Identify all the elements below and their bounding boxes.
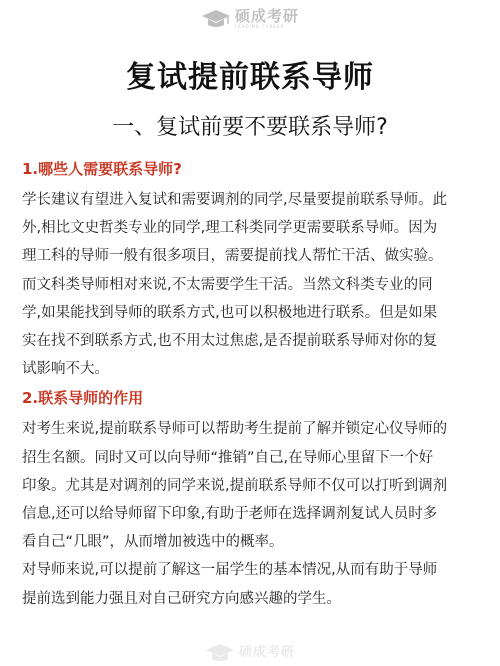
text-line: 外,相比文史哲类专业的同学,理工科类同学更需要联系导师。因为 [22, 220, 438, 237]
section-title: 一、复试前要不要联系导师? [112, 115, 388, 140]
graduation-cap-icon [201, 8, 231, 30]
paragraph-who-needs [22, 186, 480, 383]
text-line: 印象。尤其是对调剂的同学来说,提前联系导师不仅可以打听到调剂 [22, 477, 448, 494]
text-line: 学长建议有望进入复试和需要调剂的同学,尽量要提前联系导师。此 [22, 192, 448, 208]
paragraph-purpose [22, 415, 480, 612]
text-line: 理工科的导师一般有很多项目，需要提前找人帮忙干活、做实验。 [22, 248, 443, 265]
header-logo [0, 8, 500, 30]
page-title: 复试提前联系导师 [126, 60, 374, 95]
graduation-cap-icon [205, 642, 235, 664]
article-body [22, 158, 480, 613]
text-line: 提前选到能力强且对自己研究方向感兴趣的学生。 [22, 590, 341, 607]
footer-watermark [0, 642, 500, 664]
text-line: 学,如果能找到导师的联系方式,也可以积极地进行联系。但是如果 [22, 304, 438, 321]
text-line: 对导师来说,可以提前了解这一届学生的基本情况,从而有助于导师 [22, 562, 438, 579]
text-line: 实在找不到联系方式,也不用太过焦虑,是否提前联系导师对你的复 [22, 333, 438, 350]
text-line: 试影响不大。 [22, 361, 109, 378]
text-line: 看自己“几眼”，从而增加被选中的概率。 [22, 534, 284, 551]
text-line: 对考生来说,提前联系导师可以帮助考生提前了解并锁定心仪导师的 [22, 421, 448, 438]
logo-text: 硕成考研 [234, 7, 299, 25]
footer-logo-text: 硕成考研 [238, 645, 295, 660]
subheading-purpose: 2.联系导师的作用 [22, 389, 144, 408]
logo-subtext: LEADING CAREER [234, 24, 285, 29]
text-line: 而文科类导师相对来说,不太需要学生干活。当然文科类专业的同 [22, 276, 433, 293]
text-line: 招生名额。同时又可以向导师“推销”自己,在导师心里留下一个好 [22, 449, 434, 466]
subheading-who-needs: 1.哪些人需要联系导师? [22, 160, 182, 178]
text-line: 信息,还可以给导师留下印象,有助于老师在选择调剂复试人员时多 [22, 506, 438, 523]
